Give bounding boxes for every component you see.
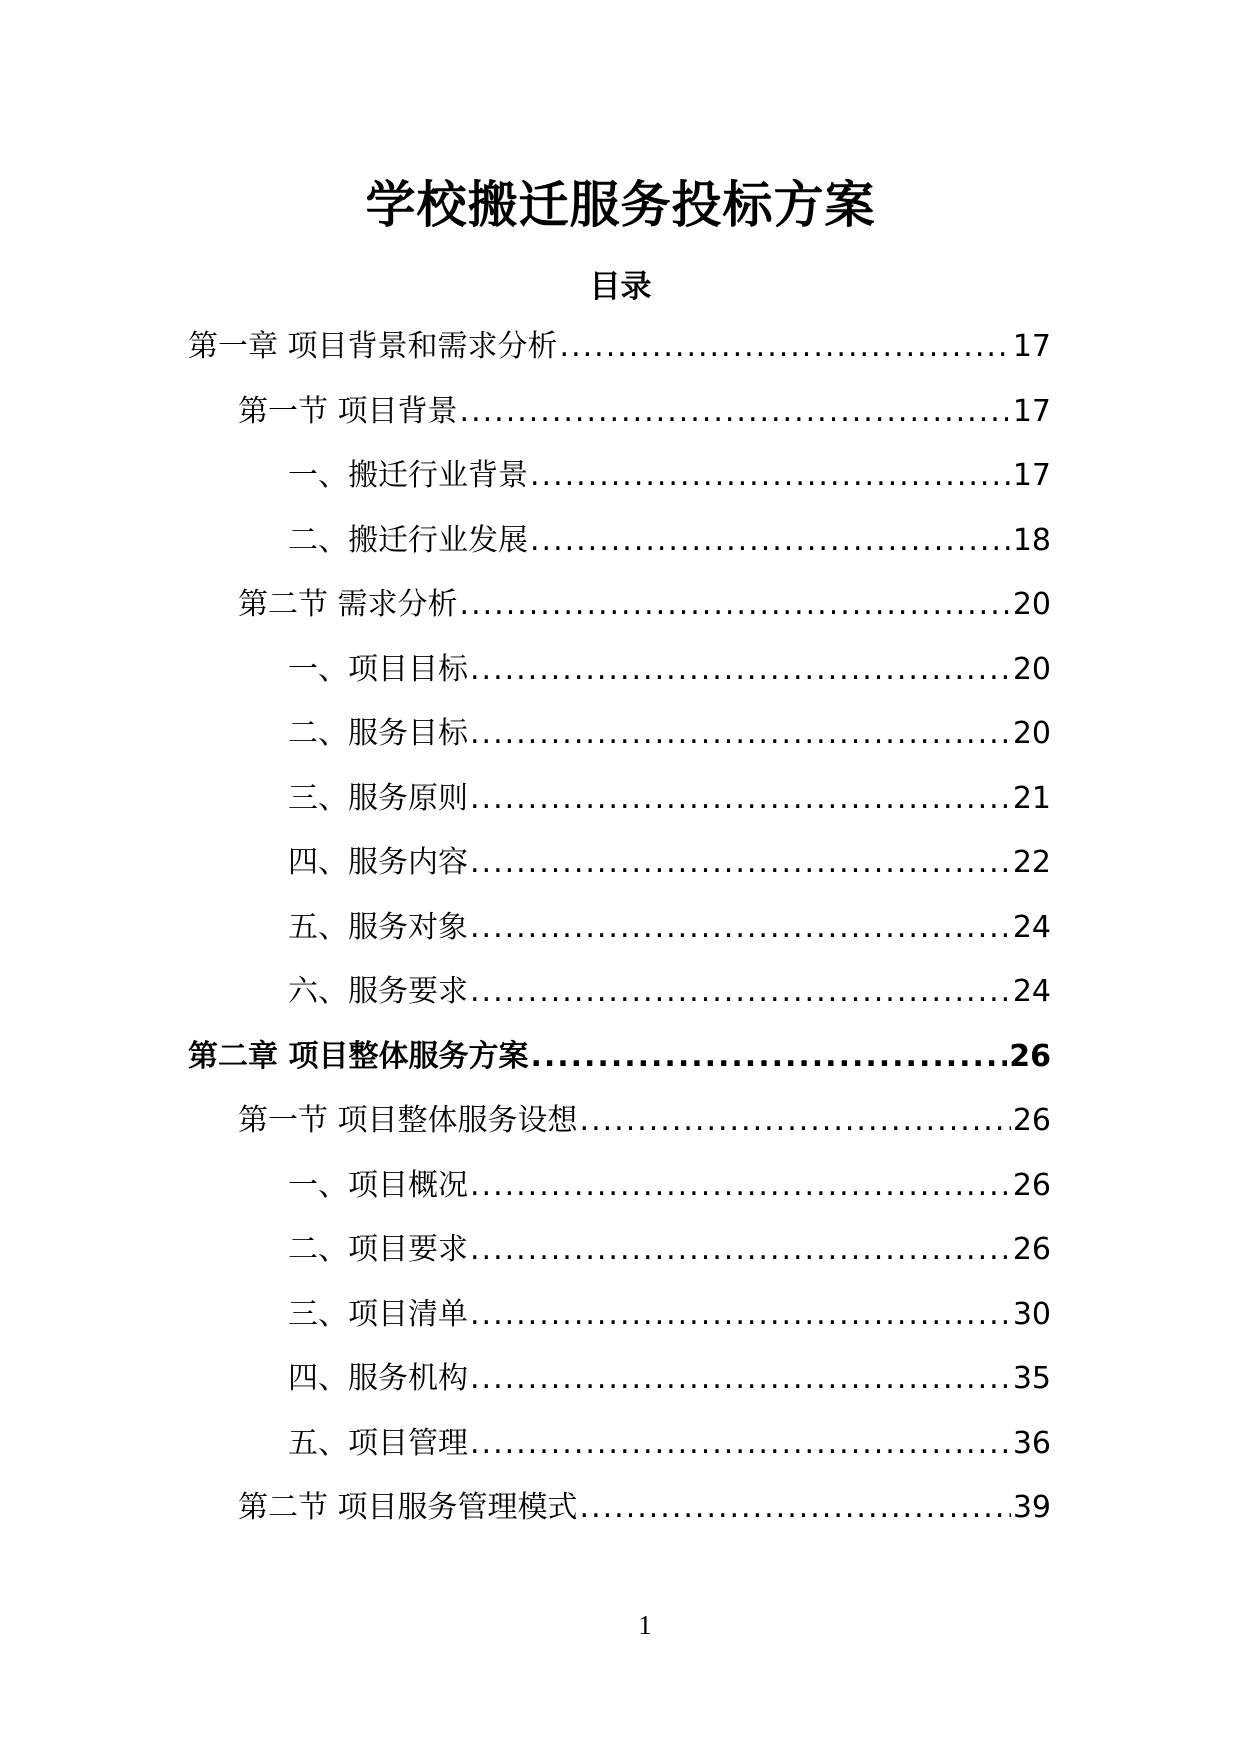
- toc-page-number: 20: [1012, 651, 1051, 687]
- toc-dot-leader: [470, 712, 1011, 756]
- toc-entry-text: 五、服务对象: [288, 909, 468, 945]
- toc-dot-leader: [470, 1293, 1011, 1337]
- toc-entry-subsection[interactable]: [288, 1164, 1051, 1208]
- toc-entry-text: 三、服务原则: [288, 780, 468, 816]
- toc-dot-leader: [470, 1228, 1011, 1272]
- toc-dot-leader: [470, 906, 1011, 950]
- toc-dot-leader: [470, 1357, 1011, 1401]
- toc-page-number: 20: [1012, 716, 1051, 751]
- toc-page-number: 20: [1012, 587, 1051, 622]
- toc-entry-subsection[interactable]: [288, 906, 1051, 950]
- toc-entry-text: 四、服务内容: [288, 845, 468, 880]
- toc-dot-leader: [580, 1486, 1011, 1530]
- toc-entry-text: 三、项目清单: [288, 1296, 468, 1332]
- toc-dot-leader: [470, 841, 1011, 885]
- toc-entry-text: 五、项目管理: [288, 1425, 468, 1461]
- toc-entry-section[interactable]: [238, 1099, 1051, 1143]
- toc-entry-section[interactable]: [238, 390, 1051, 434]
- toc-page-number: 30: [1012, 1296, 1051, 1332]
- toc-entry-subsection[interactable]: [288, 841, 1051, 885]
- document-title: 学校搬迁服务投标方案: [365, 176, 876, 234]
- toc-page-number: 24: [1012, 909, 1051, 945]
- toc-page-number: 17: [1012, 393, 1051, 429]
- toc-dot-leader: [530, 519, 1011, 563]
- toc-entry-subsection[interactable]: [288, 1422, 1051, 1466]
- toc-entry-subsection[interactable]: [288, 970, 1051, 1014]
- toc-entry-subsection[interactable]: [288, 1293, 1051, 1337]
- toc-page-number: 24: [1012, 974, 1051, 1009]
- toc-entry-section[interactable]: [238, 1486, 1051, 1530]
- page-number: 1: [638, 1610, 652, 1640]
- toc-page-number: 39: [1012, 1490, 1051, 1525]
- toc-dot-leader: [470, 777, 1011, 821]
- toc-page-number: 26: [1009, 1038, 1051, 1074]
- toc-entry-text: 二、服务目标: [288, 716, 468, 751]
- toc-entry-text: 第一节 项目背景: [238, 393, 458, 429]
- toc-page-number: 17: [1012, 458, 1051, 493]
- toc-entry-subsection[interactable]: [288, 1228, 1051, 1272]
- toc-entry-subsection[interactable]: [288, 777, 1051, 821]
- toc-entry-text: 六、服务要求: [288, 974, 468, 1009]
- toc-entry-section[interactable]: [238, 583, 1051, 627]
- toc-dot-leader: [470, 648, 1011, 692]
- toc-dot-leader: [530, 454, 1011, 498]
- toc-entry-text: 四、服务机构: [288, 1361, 468, 1396]
- toc-page-number: 22: [1012, 845, 1051, 880]
- toc-entry-text: 一、搬迁行业背景: [288, 458, 528, 493]
- toc-entry-subsection[interactable]: [288, 519, 1051, 563]
- toc-heading: 目录: [589, 269, 652, 305]
- toc-page-number: 36: [1012, 1425, 1051, 1461]
- toc-page-number: 26: [1012, 1232, 1051, 1267]
- toc-entry-text: 一、项目概况: [288, 1167, 468, 1203]
- toc-entry-chapter-2[interactable]: [188, 1035, 1051, 1079]
- toc-entry-subsection[interactable]: [288, 1357, 1051, 1401]
- toc-entry-text: 一、项目目标: [288, 651, 468, 687]
- toc-dot-leader: [460, 390, 1011, 434]
- toc-entry-text: 第一章 项目背景和需求分析: [188, 329, 558, 364]
- toc-dot-leader: [560, 325, 1011, 369]
- toc-dot-leader: [470, 1164, 1011, 1208]
- toc-dot-leader: [470, 1422, 1011, 1466]
- toc-entry-text: 第二节 需求分析: [238, 587, 458, 622]
- toc-dot-leader: [530, 1035, 1007, 1079]
- toc-dot-leader: [460, 583, 1011, 627]
- toc-entry-text: 第二节 项目服务管理模式: [238, 1490, 578, 1525]
- toc-dot-leader: [470, 970, 1011, 1014]
- toc-page-number: 21: [1012, 780, 1051, 816]
- toc-entry-text: 第二章 项目整体服务方案: [188, 1038, 529, 1074]
- toc-page-number: 35: [1012, 1361, 1051, 1396]
- toc-page-number: 26: [1012, 1167, 1051, 1203]
- toc-page-number: 17: [1012, 329, 1051, 364]
- toc-entry-chapter-1[interactable]: [188, 325, 1051, 369]
- toc-page-number: 26: [1012, 1103, 1051, 1138]
- toc-entry-text: 二、项目要求: [288, 1232, 468, 1267]
- toc-dot-leader: [580, 1099, 1011, 1143]
- toc-entry-text: 第一节 项目整体服务设想: [238, 1103, 578, 1138]
- toc-entry-subsection[interactable]: [288, 454, 1051, 498]
- toc-entry-subsection[interactable]: [288, 712, 1051, 756]
- toc-page-number: 18: [1012, 522, 1051, 558]
- toc-entry-text: 二、搬迁行业发展: [288, 522, 528, 558]
- toc-entry-subsection[interactable]: [288, 648, 1051, 692]
